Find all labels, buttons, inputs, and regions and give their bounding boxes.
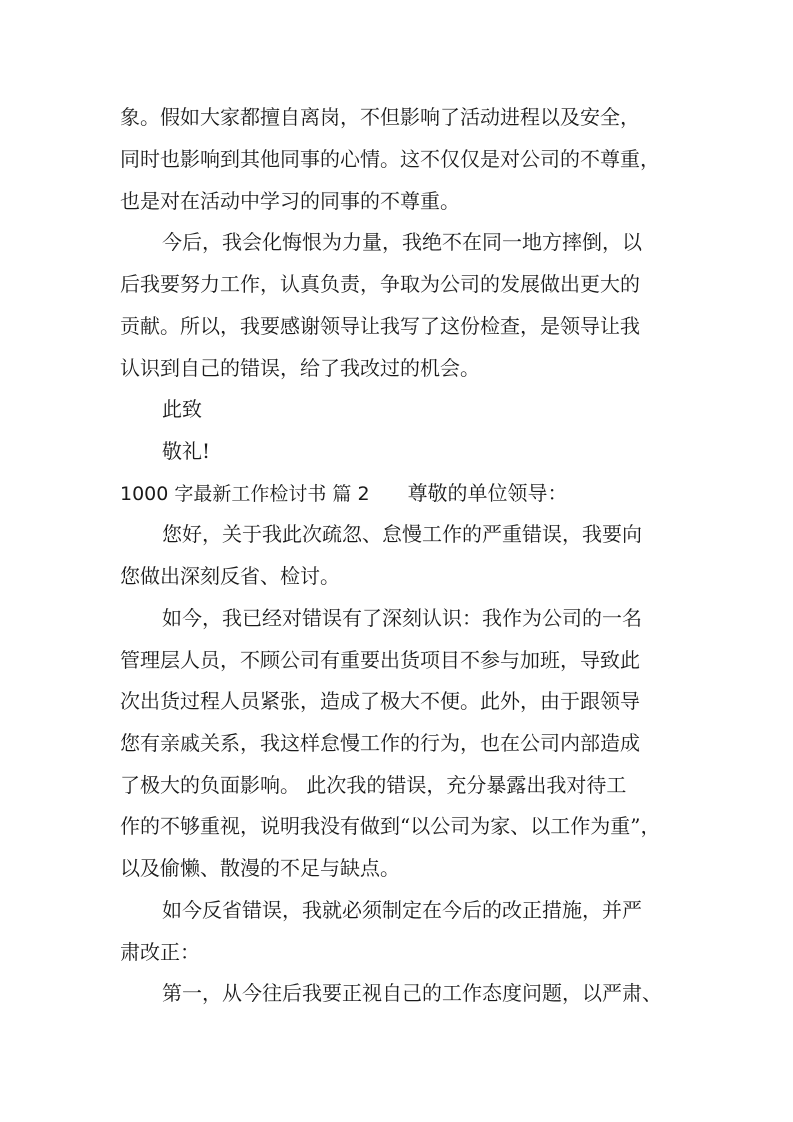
text-line: 如今，我已经对错误有了深刻认识：我作为公司的一名 bbox=[162, 606, 642, 630]
text-line: 作的不够重视，说明我没有做到“以公司为家、以工作为重”， bbox=[120, 814, 661, 838]
text-line: 第一，从今往后我要正视自己的工作态度问题，以严肃、 bbox=[162, 981, 662, 1005]
text-line: 您有亲戚关系，我这样怠慢工作的行为，也在公司内部造成 bbox=[120, 731, 640, 755]
salutation: 尊敬的单位领导： bbox=[407, 481, 568, 505]
text-line: 您好，关于我此次疏忽、怠慢工作的严重错误，我要向 bbox=[162, 522, 642, 546]
text-line: 也是对在活动中学习的同事的不尊重。 bbox=[120, 189, 460, 213]
closing-salutation: 敬礼! bbox=[162, 439, 211, 463]
text-line: 后我要努力工作，认真负责，争取为公司的发展做出更大的 bbox=[120, 272, 640, 296]
text-line: 象。假如大家都擅自离岗，不但影响了活动进程以及安全， bbox=[120, 105, 640, 129]
text-line: 您做出深刻反省、检讨。 bbox=[120, 564, 340, 588]
text-line: 同时也影响到其他同事的心情。这不仅仅是对公司的不尊重， bbox=[120, 147, 660, 171]
text-line: 次出货过程人员紧张，造成了极大不便。此外，由于跟领导 bbox=[120, 689, 640, 713]
text-line: 贡献。所以，我要感谢领导让我写了这份检查，是领导让我 bbox=[120, 314, 640, 338]
section-heading bbox=[120, 479, 568, 507]
text-line: 今后，我会化悔恨为力量，我绝不在同一地方摔倒，以 bbox=[162, 230, 642, 254]
text-line: 肃改正： bbox=[120, 940, 200, 964]
text-line: 以及偷懒、散漫的不足与缺点。 bbox=[120, 856, 400, 880]
text-line: 认识到自己的错误，给了我改过的机会。 bbox=[120, 356, 480, 380]
text-line: 了极大的负面影响。 此次我的错误，充分暴露出我对待工 bbox=[120, 773, 627, 797]
text-line: 如今反省错误，我就必须制定在今后的改正措施，并严 bbox=[162, 898, 642, 922]
closing-line: 此致 bbox=[162, 397, 202, 421]
text-line: 管理层人员，不顾公司有重要出货项目不参与加班，导致此 bbox=[120, 648, 640, 672]
section-title: 1000 字最新工作检讨书 篇 2 bbox=[120, 483, 370, 505]
